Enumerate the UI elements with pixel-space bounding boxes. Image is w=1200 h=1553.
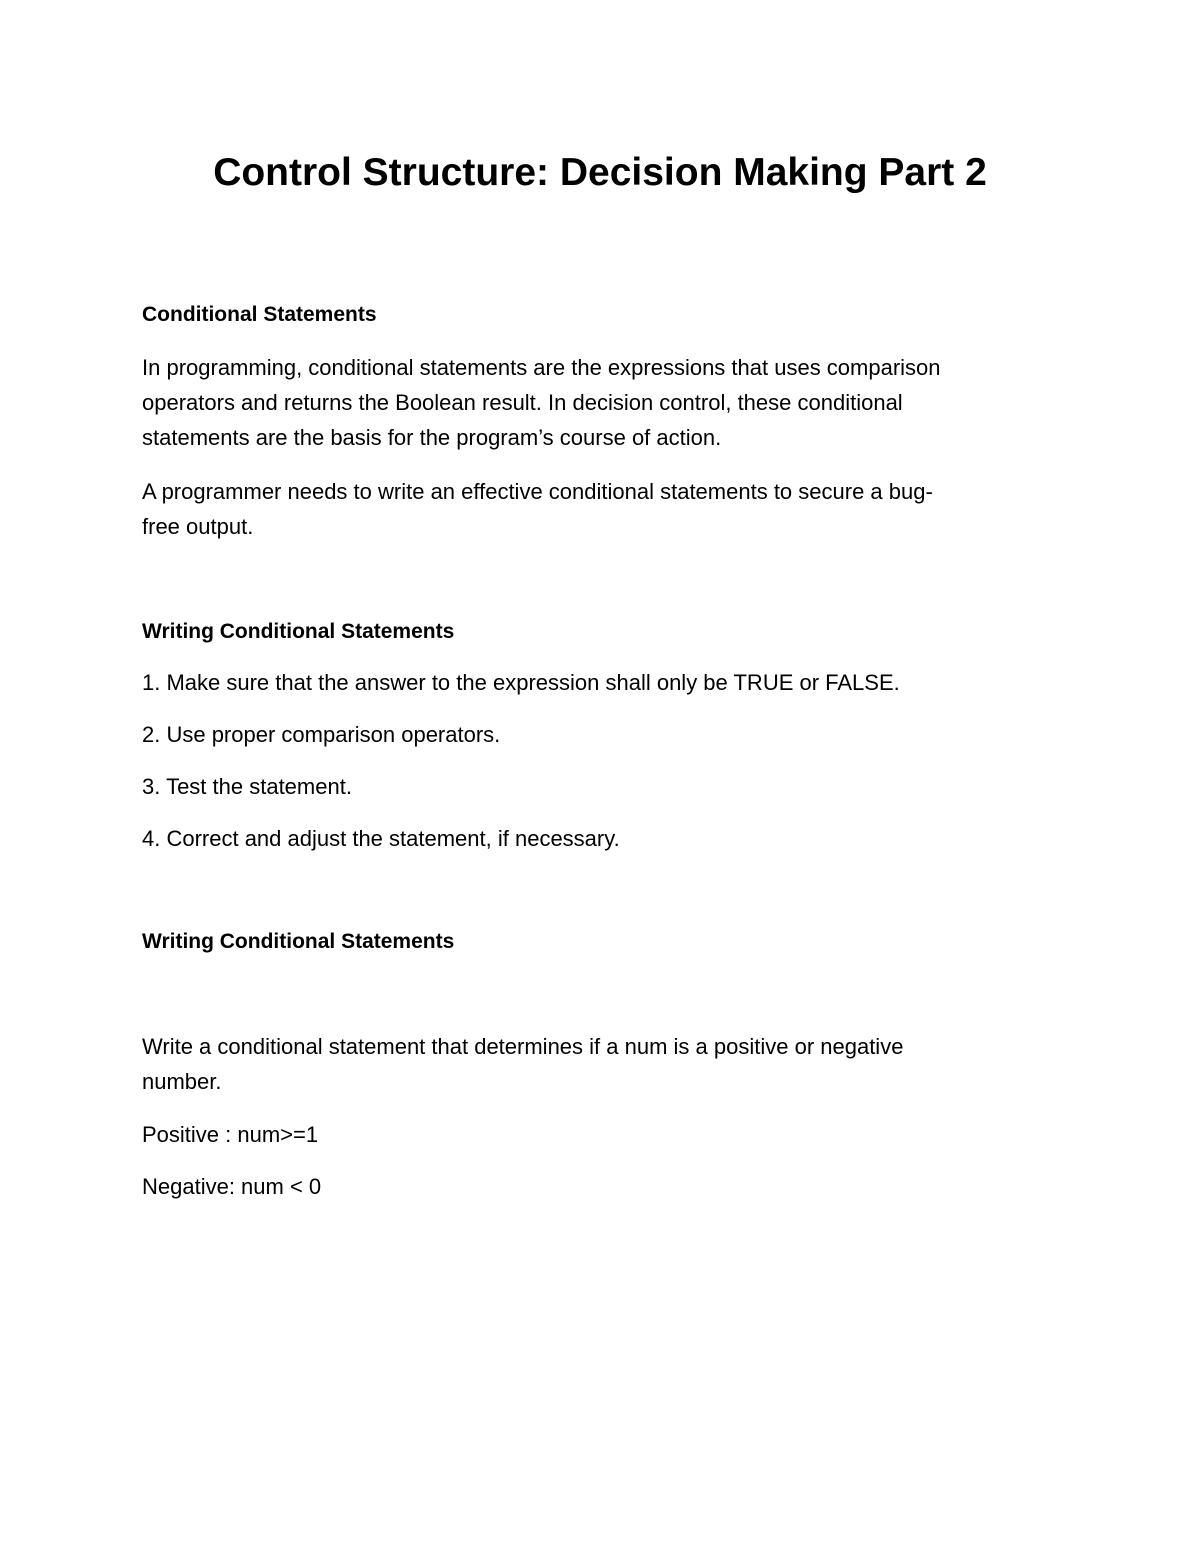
section-heading-writing-conditional-statements-2: Writing Conditional Statements <box>142 930 455 953</box>
list-item: 3. Test the statement. <box>142 774 352 799</box>
section-heading-writing-conditional-statements: Writing Conditional Statements <box>142 620 455 643</box>
paragraph-line: statements are the basis for the program’s course of action. <box>142 425 722 450</box>
paragraph-line: operators and returns the Boolean result. In decision control, these conditional <box>142 390 903 415</box>
paragraph-line: A programmer needs to write an effective conditional statements to secure a bug- <box>142 479 933 504</box>
positive-condition: Positive : num>=1 <box>142 1122 319 1147</box>
negative-condition: Negative: num < 0 <box>142 1174 322 1199</box>
paragraph-line: free output. <box>142 514 254 539</box>
list-item: 4. Correct and adjust the statement, if necessary. <box>142 826 620 851</box>
paragraph-line: number. <box>142 1069 222 1094</box>
section-heading-conditional-statements: Conditional Statements <box>142 303 377 326</box>
paragraph-line: Write a conditional statement that determines if a num is a positive or negative <box>142 1034 904 1059</box>
list-item: 2. Use proper comparison operators. <box>142 722 501 747</box>
paragraph-line: In programming, conditional statements are the expressions that uses comparison <box>142 355 941 380</box>
page-title: Control Structure: Decision Making Part 2 <box>213 151 987 194</box>
list-item: 1. Make sure that the answer to the expression shall only be TRUE or FALSE. <box>142 670 900 695</box>
